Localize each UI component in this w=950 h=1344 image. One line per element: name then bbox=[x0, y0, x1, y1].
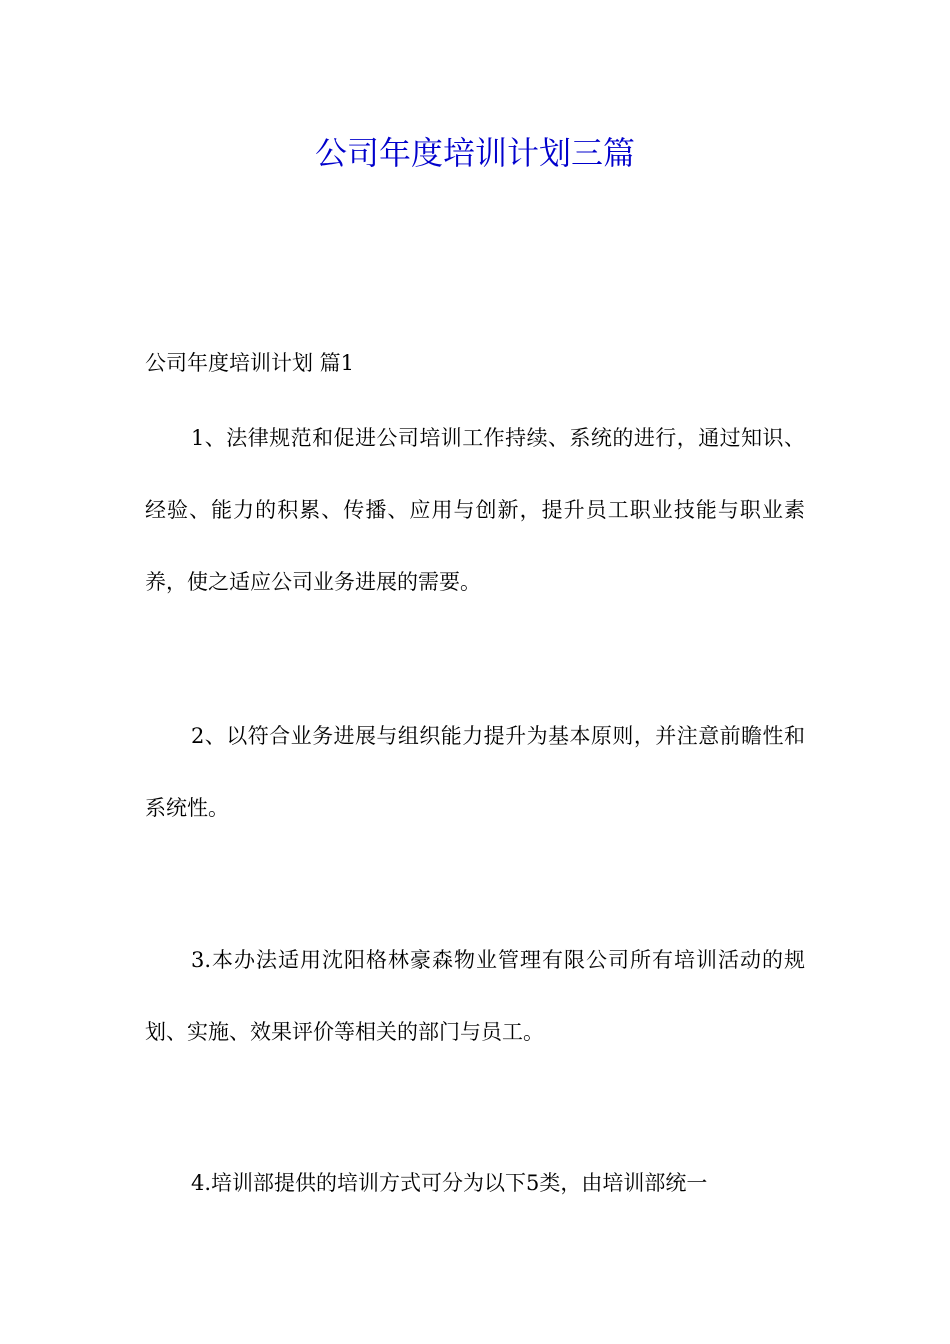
paragraph-4: 4.培训部提供的培训方式可分为以下5类，由培训部统一 bbox=[191, 1171, 708, 1195]
paragraph-2: 2、以符合业务进展与组织能力提升为基本原则，并注意前瞻性和系统性。 bbox=[145, 724, 805, 820]
paragraph-3: 3.本办法适用沈阳格林豪森物业管理有限公司所有培训活动的规划、实施、效果评价等相关的部门与员工。 bbox=[145, 948, 805, 1044]
document-title: 公司年度培训计划三篇 bbox=[314, 134, 635, 172]
paragraph-1: 1、法律规范和促进公司培训工作持续、系统的进行，通过知识、经验、能力的积累、传播、应用与创新，提升员工职业技能与职业素养，使之适应公司业务进展的需要。 bbox=[145, 426, 805, 594]
section-heading: 公司年度培训计划 篇1 bbox=[145, 351, 355, 375]
